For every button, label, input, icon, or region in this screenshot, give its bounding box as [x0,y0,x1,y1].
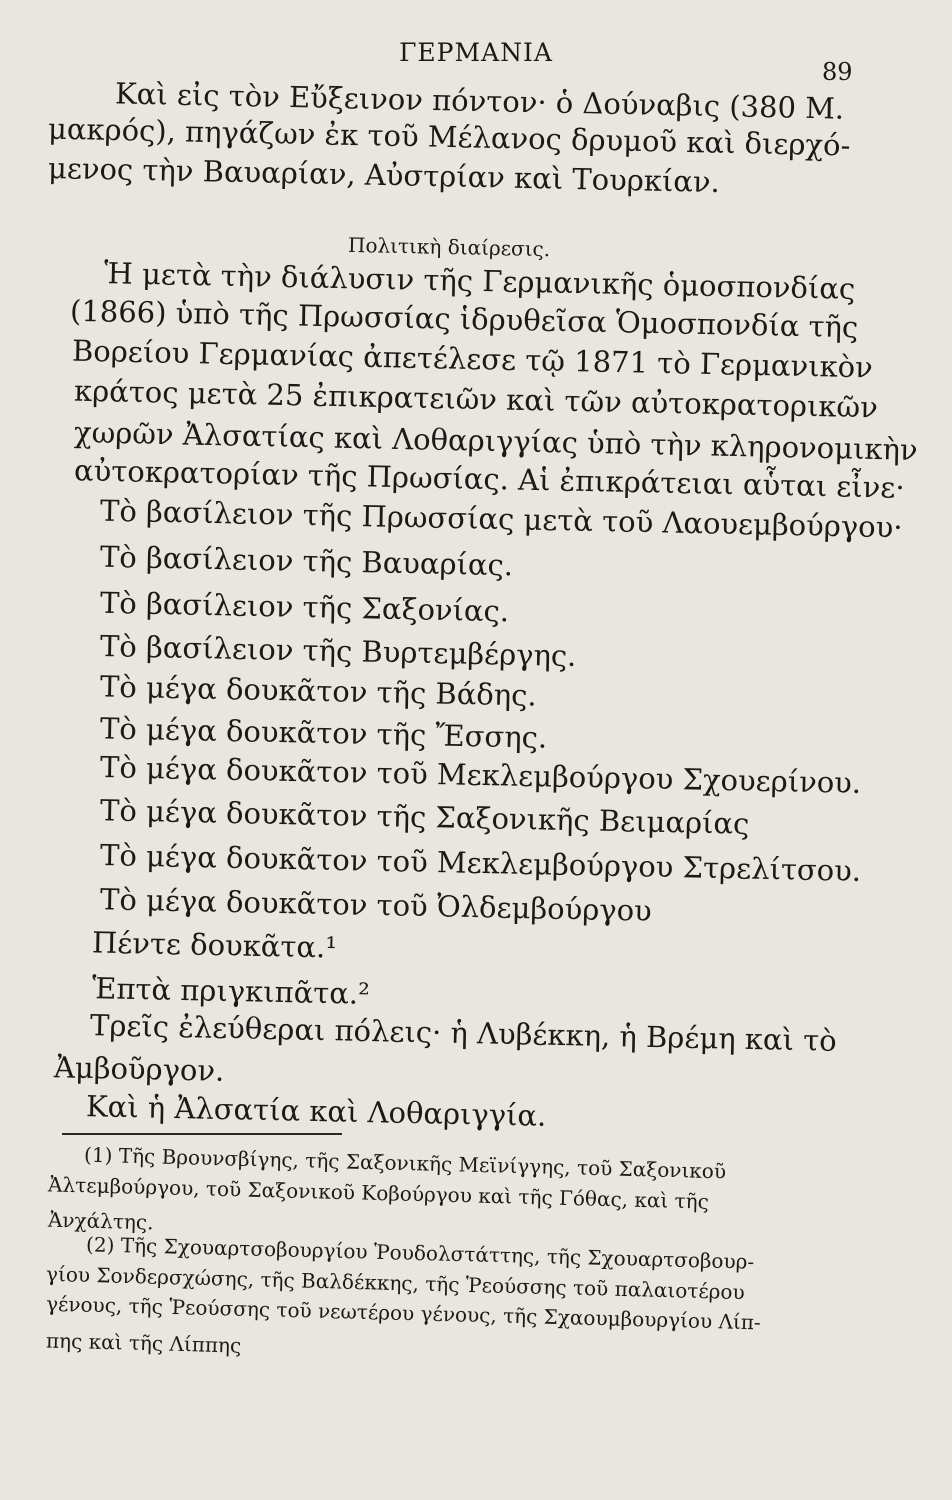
list-item: Τὸ μέγα δουκᾶτον τοῦ Ὀλδεμβούργου [99,882,653,928]
list-item: Τρεῖς ἐλεύθεραι πόλεις· ἡ Λυβέκκη, ἡ Βρέμη καὶ τὸ [89,1008,838,1058]
list-item: Τὸ μέγα δουκᾶτον τῆς Σαξονικῆς Βειμαρίας [99,793,750,841]
list-item: Τὸ μέγα δουκᾶτον τοῦ Μεκλεμβούργου Σχουερίνου. [99,750,862,800]
text-line: Καὶ εἰς τὸν Εὔξεινον πόντον· ὁ Δούναβις (380 Μ. [114,76,845,126]
list-item: Ἑπτὰ πριγκιπᾶτα.² [91,971,371,1011]
list-item: Τὸ βασίλειον τῆς Βαυαρίας. [99,539,514,583]
section-heading: Πολιτικὴ διαίρεσις. [347,232,551,262]
running-head: ΓΕΡΜΑΝΙΑ [399,38,553,67]
page-number: 89 [822,58,853,86]
list-item: Πέντε δουκᾶτα.¹ [91,925,338,965]
text-line: Καὶ ἡ Ἀλσατία καὶ Λοθαριγγία. [85,1089,547,1133]
text-line: μακρός), πηγάζων ἐκ τοῦ Μέλανος δρυμοῦ καὶ διερχό- [47,111,851,163]
text-line: (1866) ὑπὸ τῆς Πρωσσίας ἱδρυθεῖσα Ὁμοσπονδία τῆς [69,293,859,345]
footnote-line: γίου Σονδερσχώσης, τῆς Βαλδέκκης, τῆς Ῥεούσσης τοῦ παλαιοτέρου [45,1261,746,1305]
text-line: Βορείου Γερμανίας ἀπετέλεσε τῷ 1871 τὸ Γερμανικὸν [71,333,874,385]
footnote-line: (2) Τῆς Σχουαρτσοβουργίου Ῥουδολστάττης, τῆς Σχουαρτσοβουρ- [85,1232,755,1274]
text-line: αὐτοκρατορίαν τῆς Πρωσίας. Αἱ ἐπικράτειαι αὗται εἶνε· [73,453,905,505]
footnote-rule [62,1133,342,1135]
footnote-line: γένους, τῆς Ῥεούσσης τοῦ νεωτέρου γένους, τῆς Σχαουμβουργίου Λίπ- [45,1291,762,1335]
footnote-line: Ἀνχάλτης. [47,1207,154,1235]
text-line: κράτος μετὰ 25 ἐπικρατειῶν καὶ τῶν αὐτοκρατορικῶν [73,373,879,425]
text-line: Ἀμβοῦργον. [53,1050,225,1088]
footnote-line: (1) Τῆς Βρουνσβίγης, τῆς Σαξονικῆς Μεϊνίγγης, τοῦ Σαξονικοῦ [83,1142,727,1184]
footnote-line: πης καὶ τῆς Λίππης [45,1328,242,1358]
text-line: Ἡ μετὰ τὴν διάλυσιν τῆς Γερμανικῆς ὁμοσπονδίας [103,256,856,306]
list-item: Τὸ βασίλειον τῆς Σαξονίας. [99,585,510,629]
footnote-line: Ἀλτεμβούργου, τοῦ Σαξονικοῦ Κοβούργου καὶ τῆς Γόθας, καὶ τῆς [47,1172,710,1214]
list-item: Τὸ μέγα δουκᾶτον τῆς Βάδης. [99,669,538,713]
text-line: χωρῶν Ἀλσατίας καὶ Λοθαριγγίας ὑπὸ τὴν κληρονομικὴν [73,415,918,467]
list-item: Τὸ βασίλειον τῆς Βυρτεμβέργης. [99,629,577,673]
list-item: Τὸ μέγα δουκᾶτον τῆς Ἔσσης. [99,711,548,755]
text-line: μενος τὴν Βαυαρίαν, Αὐστρίαν καὶ Τουρκίαν. [47,150,721,200]
list-item: Τὸ βασίλειον τῆς Πρωσσίας μετὰ τοῦ Λαουεμβούργου· [99,493,903,545]
list-item: Τὸ μέγα δουκᾶτον τοῦ Μεκλεμβούργου Στρελίτσου. [99,838,862,888]
